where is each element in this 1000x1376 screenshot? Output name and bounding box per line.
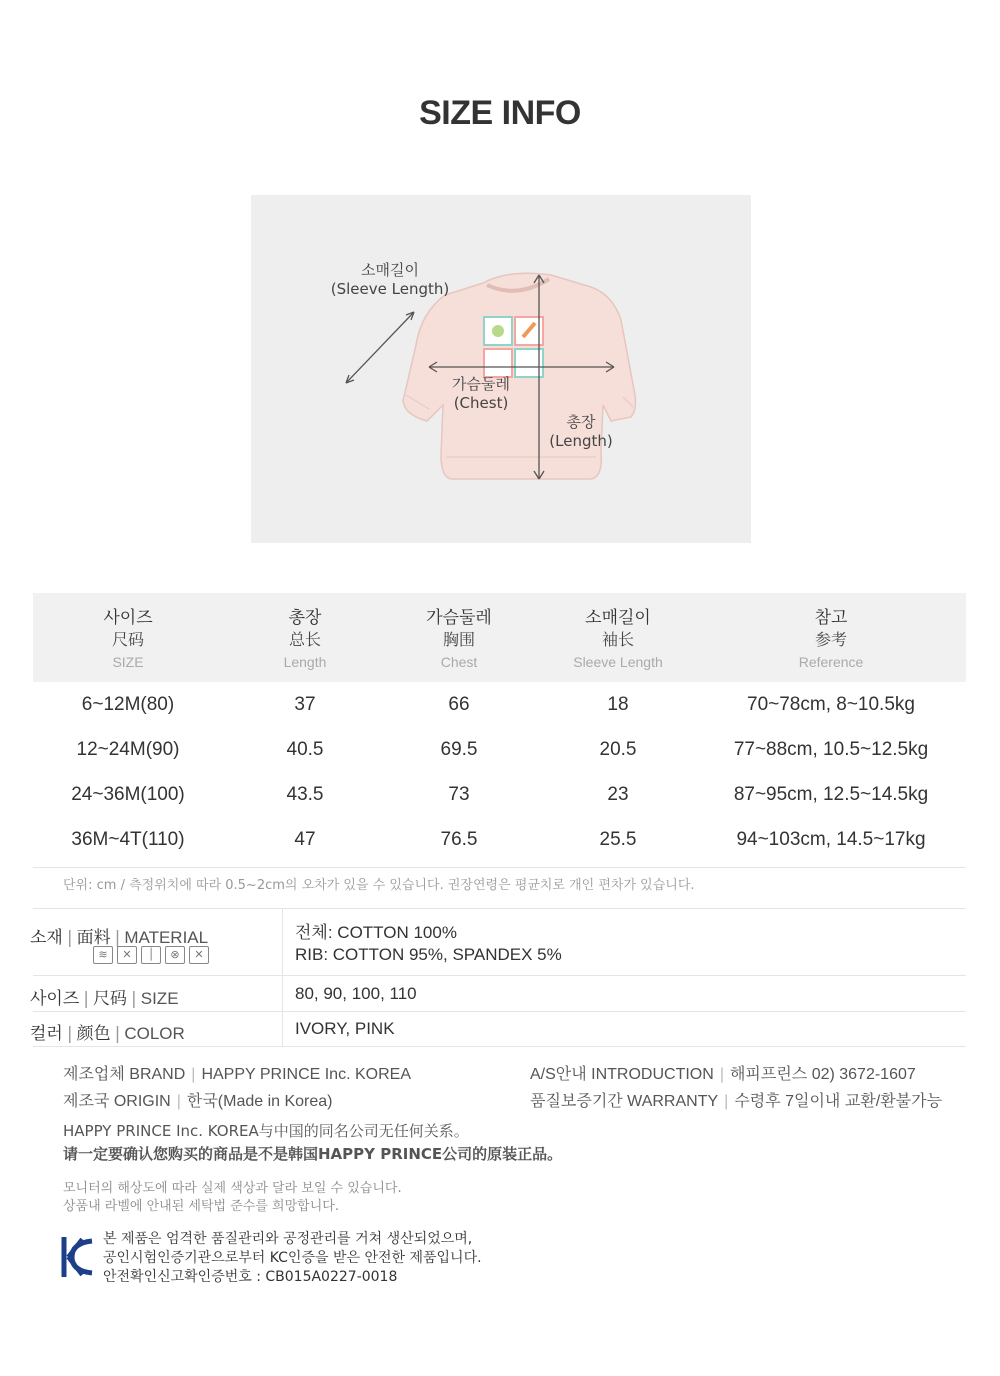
length-label-en: (Length)	[549, 432, 613, 450]
header-reference: 참고 参考 Reference	[798, 608, 864, 670]
chest-label	[431, 375, 531, 413]
care-icons	[93, 946, 209, 964]
chest-label-ko: 가슴둘레	[452, 375, 510, 393]
table-row: 6~12M(80) 37 66 18 70~78cm, 8~10.5kg	[81, 694, 915, 715]
divider	[33, 867, 966, 868]
table-row: 36M~4T(110) 47 76.5 25.5 94~103cm, 14.5~17kg	[71, 829, 926, 850]
kc-mark-icon	[60, 1233, 96, 1281]
disclaimer: HAPPY PRINCE Inc. KOREA与中国的同名公司无任何关系。 请一定要确认您购买的商品是不是韩国HAPPY PRINCE公司的原装正品。	[63, 1122, 563, 1163]
divider	[33, 908, 966, 909]
length-label	[541, 413, 621, 451]
table-row: 12~24M(90) 40.5 69.5 20.5 77~88cm, 10.5~12.5kg	[76, 739, 929, 760]
sleeve-label-en: (Sleeve Length)	[330, 280, 450, 298]
divider	[33, 1011, 966, 1012]
monitor-note: 모니터의 해상도에 따라 실제 색상과 달라 보일 수 있습니다. 상품내 라벨에 안내된 세탁법 준수를 희망합니다.	[63, 1181, 402, 1214]
wash-icon: ≋	[93, 946, 113, 964]
kc-certification-text: 본 제품은 엄격한 품질관리와 공정관리를 거쳐 생산되었으며, 공인시험인증기관으로부터 KC인증을 받은 안전한 제품입니다. 안전확인신고확인증번호 : CB015A0227-0018	[103, 1231, 482, 1285]
material-value: 전체: COTTON 100% RIB: COTTON 95%, SPANDEX 5%	[295, 923, 562, 964]
divider	[33, 1046, 966, 1047]
size-table	[33, 593, 966, 862]
measurement-note: 단위: cm / 측정위치에 따라 0.5~2cm의 오차가 있을 수 있습니다. 권장연령은 평균치로 개인 편차가 있습니다.	[63, 878, 695, 893]
no-iron-icon: ✕	[189, 946, 209, 964]
size-value: 80, 90, 100, 110	[295, 984, 417, 1003]
tumble-dry-icon: │	[141, 946, 161, 964]
as-info: A/S안내 INTRODUCTION | 해피프린스 02) 3672-1607	[530, 1066, 916, 1083]
divider	[33, 975, 966, 976]
divider	[282, 909, 283, 1047]
header-length: 총장 总长 Length	[283, 608, 327, 670]
page-title: SIZE INFO	[419, 94, 581, 132]
color-label: 컬러 | 颜色 | COLOR	[30, 1024, 185, 1044]
header-chest: 가슴둘레 胸围 Chest	[426, 608, 492, 670]
origin-info: 제조국 ORIGIN | 한국(Made in Korea)	[63, 1093, 333, 1110]
header-sleeve: 소매길이 袖长 Sleeve Length	[573, 608, 663, 670]
table-row: 24~36M(100) 43.5 73 23 87~95cm, 12.5~14.5kg	[71, 784, 929, 805]
size-label: 사이즈 | 尺码 | SIZE	[30, 989, 179, 1009]
no-bleach-icon: ✕	[117, 946, 137, 964]
sleeve-label-ko: 소매길이	[361, 261, 419, 279]
size-diagram	[251, 195, 751, 543]
color-value: IVORY, PINK	[295, 1019, 395, 1038]
header-size: 사이즈 尺码 SIZE	[103, 608, 153, 670]
sleeve-label	[325, 261, 455, 299]
chest-label-en: (Chest)	[453, 394, 509, 412]
size-table-header	[33, 593, 966, 682]
no-dry-clean-icon: ⊗	[165, 946, 185, 964]
warranty-info: 품질보증기간 WARRANTY | 수령후 7일이내 교환/환불가능	[530, 1093, 943, 1110]
brand-info: 제조업체 BRAND | HAPPY PRINCE Inc. KOREA	[63, 1066, 411, 1083]
material-label: 소재 | 面料 | MATERIAL	[30, 928, 209, 948]
length-label-ko: 총장	[566, 413, 596, 431]
sweatshirt-illustration	[251, 195, 751, 543]
